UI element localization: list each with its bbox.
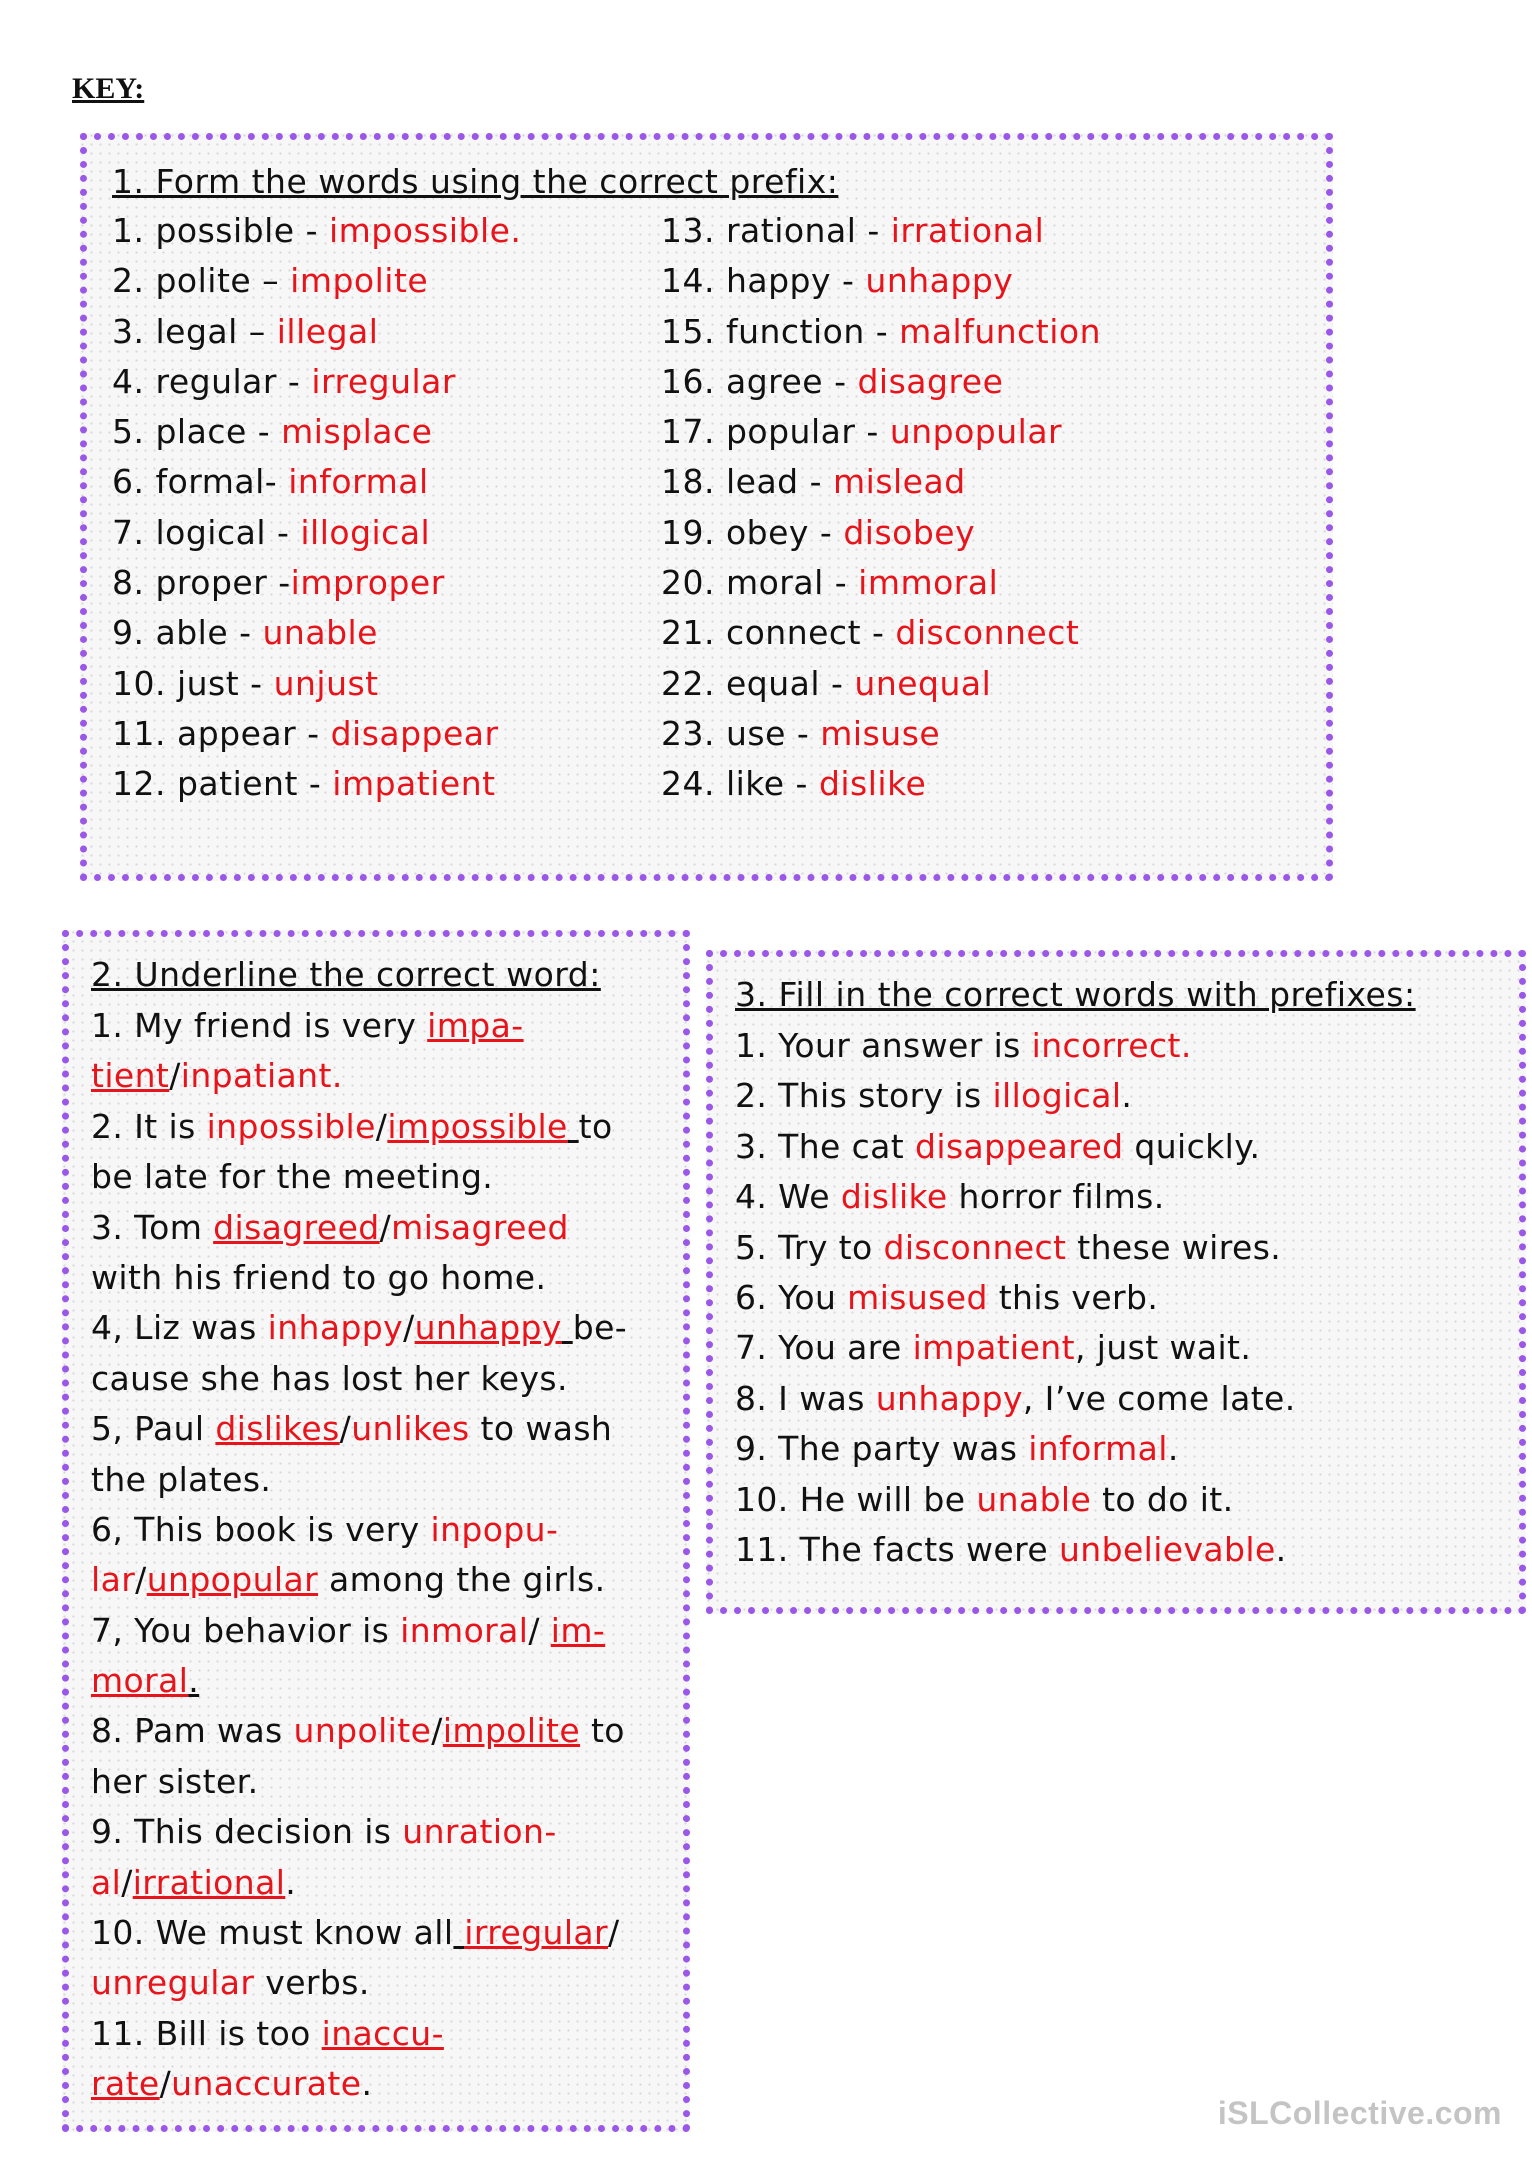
exercise-2-box xyxy=(62,930,690,2132)
sentence-text: to wash xyxy=(469,1409,613,1449)
sentence-text xyxy=(568,1107,579,1146)
sentence-text: 9. The party was xyxy=(735,1429,1029,1469)
sentence-line xyxy=(91,1455,627,1505)
word-answer: irrational xyxy=(890,211,1045,250)
word-answer: unhappy xyxy=(865,261,1014,301)
exercise-2-lines xyxy=(91,1001,627,2110)
sentence-line xyxy=(91,1656,627,1706)
word-stem: 18. lead - xyxy=(661,462,833,502)
sentence-line xyxy=(91,1606,627,1656)
word-pair xyxy=(112,608,521,658)
word-answer: improper xyxy=(290,563,445,603)
word-answer: misuse xyxy=(820,713,941,753)
sentence-text: , just wait. xyxy=(1074,1328,1252,1368)
word-pair xyxy=(661,709,1101,759)
sentence-line xyxy=(91,2009,627,2059)
answer-word: unlikes xyxy=(351,1409,470,1449)
answer-word: inaccu- xyxy=(321,2013,444,2053)
sentence-text: / xyxy=(121,1862,133,1902)
answer-word: disappeared xyxy=(915,1126,1124,1166)
word-stem: 7. logical - xyxy=(112,512,301,552)
word-stem: 4. regular - xyxy=(112,361,312,401)
sentence-text: 8. Pam was xyxy=(91,1711,294,1751)
word-stem: 24. like - xyxy=(661,764,819,804)
word-answer: unequal xyxy=(854,663,992,703)
sentence-text: / xyxy=(159,2064,172,2104)
sentence-line xyxy=(91,1908,627,1958)
answer-word: al xyxy=(91,1862,122,1902)
sentence-text: 11. The facts were xyxy=(735,1529,1059,1569)
sentence-line xyxy=(91,1404,627,1454)
answer-word: unaccurate xyxy=(171,2064,362,2104)
sentence-line xyxy=(91,1001,627,1051)
word-stem: 8. proper - xyxy=(112,563,291,603)
sentence-text: / xyxy=(375,1106,388,1146)
sentence-line xyxy=(91,1051,627,1101)
sentence-line xyxy=(735,1475,1296,1525)
sentence-text: / xyxy=(431,1711,443,1751)
exercise-1-box xyxy=(80,133,1333,881)
answer-word: inpossible xyxy=(206,1106,376,1146)
answer-word: misagreed xyxy=(391,1207,569,1247)
sentence-text: be- xyxy=(572,1308,628,1348)
sentence-text: . xyxy=(1167,1429,1179,1469)
word-answer: malfunction xyxy=(899,311,1102,351)
word-pair xyxy=(112,307,521,357)
watermark-logo: iSLCollective.com xyxy=(1217,2095,1502,2131)
word-answer: illogical xyxy=(300,512,431,552)
sentence-text xyxy=(562,1308,573,1347)
exercise-3-heading: 3. Fill in the correct words with prefixes: xyxy=(735,975,1416,1014)
word-stem: 2. polite – xyxy=(112,261,291,301)
sentence-text: / xyxy=(339,1409,352,1449)
exercise-2-heading: 2. Underline the correct word: xyxy=(91,955,601,994)
sentence-text: 10. We must know all xyxy=(91,1913,454,1953)
answer-word: unable xyxy=(976,1479,1092,1519)
sentence-text: 2. It is xyxy=(91,1106,207,1146)
sentence-text: . xyxy=(1121,1076,1133,1116)
word-pair xyxy=(112,508,521,558)
answer-word: unration- xyxy=(402,1812,557,1852)
answer-word: unpopular xyxy=(146,1560,319,1600)
word-pair xyxy=(661,508,1101,558)
exercise-3-lines xyxy=(735,1021,1296,1575)
sentence-line xyxy=(735,1172,1296,1222)
sentence-text: quickly. xyxy=(1123,1126,1261,1166)
sentence-text: 3. The cat xyxy=(735,1126,916,1166)
word-answer: informal xyxy=(288,462,429,502)
word-pair xyxy=(661,608,1101,658)
sentence-line xyxy=(91,1152,627,1202)
sentence-line xyxy=(91,1807,627,1857)
answer-word: dislike xyxy=(840,1177,948,1217)
answer-word: impa- xyxy=(427,1006,524,1045)
sentence-line xyxy=(91,1253,627,1303)
sentence-text: 3. Tom xyxy=(91,1207,214,1247)
sentence-text: 6. You xyxy=(735,1277,848,1317)
sentence-line xyxy=(735,1424,1296,1474)
exercise-1-right-column xyxy=(661,206,1101,810)
word-answer: mislead xyxy=(833,462,966,502)
sentence-line xyxy=(735,1122,1296,1172)
sentence-text: 7, You behavior is xyxy=(91,1610,401,1650)
answer-word: inmoral xyxy=(400,1610,529,1650)
answer-word: irregular xyxy=(464,1913,609,1953)
sentence-line xyxy=(91,1706,627,1756)
answer-word: moral xyxy=(91,1661,189,1701)
word-answer: misplace xyxy=(281,412,433,452)
sentence-text: , I’ve come late. xyxy=(1022,1378,1296,1418)
word-answer: disobey xyxy=(843,512,976,552)
word-pair xyxy=(112,709,521,759)
answer-word: unhappy xyxy=(875,1378,1023,1418)
word-pair xyxy=(661,759,1101,809)
sentence-line xyxy=(91,1354,627,1404)
word-stem: 13. rational - xyxy=(661,211,891,250)
word-stem: 17. popular - xyxy=(661,412,890,452)
sentence-text: . xyxy=(285,1862,297,1902)
sentence-line xyxy=(735,1223,1296,1273)
sentence-text: . xyxy=(1275,1529,1287,1569)
answer-word: tient xyxy=(91,1056,170,1096)
exercise-1-left-column xyxy=(112,206,521,810)
word-stem: 11. appear - xyxy=(112,713,331,753)
word-answer: dislike xyxy=(818,764,927,804)
answer-word: misused xyxy=(847,1277,988,1317)
word-stem: 19. obey - xyxy=(661,512,844,552)
word-answer: unjust xyxy=(273,663,379,703)
sentence-text: among the girls. xyxy=(318,1560,606,1600)
sentence-text: 10. He will be xyxy=(735,1479,977,1519)
sentence-line xyxy=(91,2059,627,2109)
word-stem: 20. moral - xyxy=(661,563,859,603)
sentence-line xyxy=(735,1273,1296,1323)
exercise-3-box xyxy=(706,950,1526,1614)
sentence-line xyxy=(91,1505,627,1555)
answer-word: im- xyxy=(550,1610,606,1650)
sentence-line xyxy=(91,1555,627,1605)
word-pair xyxy=(112,256,521,306)
word-pair xyxy=(112,659,521,709)
word-stem: 23. use - xyxy=(661,713,821,753)
word-stem: 14. happy - xyxy=(661,261,866,301)
sentence-text: / xyxy=(169,1056,181,1096)
sentence-text: this verb. xyxy=(987,1277,1159,1317)
word-stem: 3. legal – xyxy=(112,311,277,351)
word-answer: impolite xyxy=(290,261,429,301)
sentence-text: 1. My friend is very xyxy=(91,1006,428,1045)
word-answer: unable xyxy=(262,613,378,653)
answer-word: impolite xyxy=(442,1711,581,1751)
word-pair xyxy=(661,206,1101,256)
word-stem: 15. function - xyxy=(661,311,900,351)
sentence-text: 6, This book is very xyxy=(91,1509,431,1549)
word-pair xyxy=(112,206,521,256)
sentence-text: . xyxy=(188,1661,200,1701)
word-answer: unpopular xyxy=(889,412,1063,452)
word-pair xyxy=(112,407,521,457)
sentence-text: verbs. xyxy=(254,1963,370,2003)
sentence-text: 4. We xyxy=(735,1177,841,1217)
sentence-line xyxy=(735,1071,1296,1121)
word-stem: 12. patient - xyxy=(112,764,333,804)
word-stem: 1. possible - xyxy=(112,211,329,250)
sentence-line xyxy=(735,1525,1296,1575)
word-stem: 6. formal- xyxy=(112,462,289,502)
sentence-text: cause she has lost her keys. xyxy=(91,1358,568,1398)
sentence-text xyxy=(453,1913,464,1952)
sentence-text: with his friend to go home. xyxy=(91,1257,547,1297)
sentence-text: horror films. xyxy=(947,1177,1165,1217)
word-answer: illegal xyxy=(276,311,379,351)
sentence-text: these wires. xyxy=(1066,1227,1282,1267)
answer-word: unbelievable xyxy=(1058,1529,1276,1569)
word-stem: 22. equal - xyxy=(661,663,855,703)
sentence-text: the plates. xyxy=(91,1459,272,1499)
answer-word: dislikes xyxy=(215,1409,340,1449)
word-pair xyxy=(661,256,1101,306)
sentence-line xyxy=(735,1021,1296,1071)
word-pair xyxy=(661,407,1101,457)
word-stem: 5. place - xyxy=(112,412,282,452)
word-answer: irregular xyxy=(311,361,456,401)
word-answer: impatient xyxy=(332,764,496,804)
answer-word: inhappy xyxy=(267,1308,404,1348)
sentence-text: 2. This story is xyxy=(735,1076,993,1116)
word-pair xyxy=(112,457,521,507)
sentence-line xyxy=(91,1858,627,1908)
word-answer: impossible. xyxy=(328,211,522,250)
sentence-text: 1. Your answer is xyxy=(735,1026,1032,1065)
word-answer: immoral xyxy=(858,563,999,603)
sentence-line xyxy=(91,1958,627,2008)
sentence-line xyxy=(91,1102,627,1152)
word-answer: disappear xyxy=(330,713,499,753)
sentence-text: / xyxy=(379,1207,392,1247)
sentence-text: be late for the meeting. xyxy=(91,1157,494,1197)
answer-word: informal xyxy=(1028,1429,1168,1469)
word-pair xyxy=(112,357,521,407)
sentence-text: her sister. xyxy=(91,1761,259,1801)
answer-word: irrational xyxy=(132,1862,286,1902)
answer-word: incorrect. xyxy=(1031,1026,1192,1065)
word-pair xyxy=(661,659,1101,709)
sentence-line xyxy=(735,1374,1296,1424)
word-stem: 21. connect - xyxy=(661,613,896,653)
answer-word: inpopu- xyxy=(430,1509,559,1549)
answer-word: rate xyxy=(91,2064,160,2104)
word-pair xyxy=(661,307,1101,357)
sentence-text: 5, Paul xyxy=(91,1409,216,1449)
word-pair xyxy=(661,457,1101,507)
sentence-line xyxy=(91,1203,627,1253)
sentence-line xyxy=(735,1323,1296,1373)
answer-word: inpatiant. xyxy=(180,1056,343,1096)
answer-word: impossible xyxy=(387,1106,568,1146)
sentence-text: to xyxy=(580,1711,625,1751)
word-answer: disconnect xyxy=(895,613,1080,653)
answer-word: unpolite xyxy=(293,1711,432,1751)
sentence-text: to do it. xyxy=(1091,1479,1234,1519)
answer-word: disagreed xyxy=(213,1207,380,1247)
sentence-text: 11. Bill is too xyxy=(91,2013,322,2053)
key-label: KEY: xyxy=(72,72,145,105)
sentence-text: / xyxy=(528,1610,551,1650)
sentence-line xyxy=(91,1757,627,1807)
sentence-text: / xyxy=(135,1560,147,1600)
answer-word: unregular xyxy=(91,1963,255,2003)
word-pair xyxy=(112,558,521,608)
sentence-text: / xyxy=(608,1913,620,1953)
word-pair xyxy=(661,558,1101,608)
sentence-line xyxy=(91,1303,627,1353)
answer-word: impatient xyxy=(912,1328,1075,1368)
word-answer: disagree xyxy=(857,361,1004,401)
sentence-text: 8. I was xyxy=(735,1378,876,1418)
answer-word: unhappy xyxy=(414,1308,562,1348)
sentence-text: 9. This decision is xyxy=(91,1812,403,1852)
exercise-1-heading: 1. Form the words using the correct prefix: xyxy=(112,162,839,201)
word-stem: 16. agree - xyxy=(661,361,858,401)
answer-word: illogical xyxy=(992,1076,1122,1116)
sentence-text: 7. You are xyxy=(735,1328,913,1368)
sentence-text: / xyxy=(403,1308,415,1348)
word-stem: 9. able - xyxy=(112,613,263,653)
sentence-text: 4, Liz was xyxy=(91,1308,268,1348)
word-pair xyxy=(112,759,521,809)
answer-word: disconnect xyxy=(883,1227,1067,1267)
answer-word: lar xyxy=(91,1560,136,1600)
sentence-text: . xyxy=(361,2064,373,2104)
sentence-text: to xyxy=(578,1106,613,1146)
word-stem: 10. just - xyxy=(112,663,274,703)
sentence-text: 5. Try to xyxy=(735,1227,884,1267)
word-pair xyxy=(661,357,1101,407)
